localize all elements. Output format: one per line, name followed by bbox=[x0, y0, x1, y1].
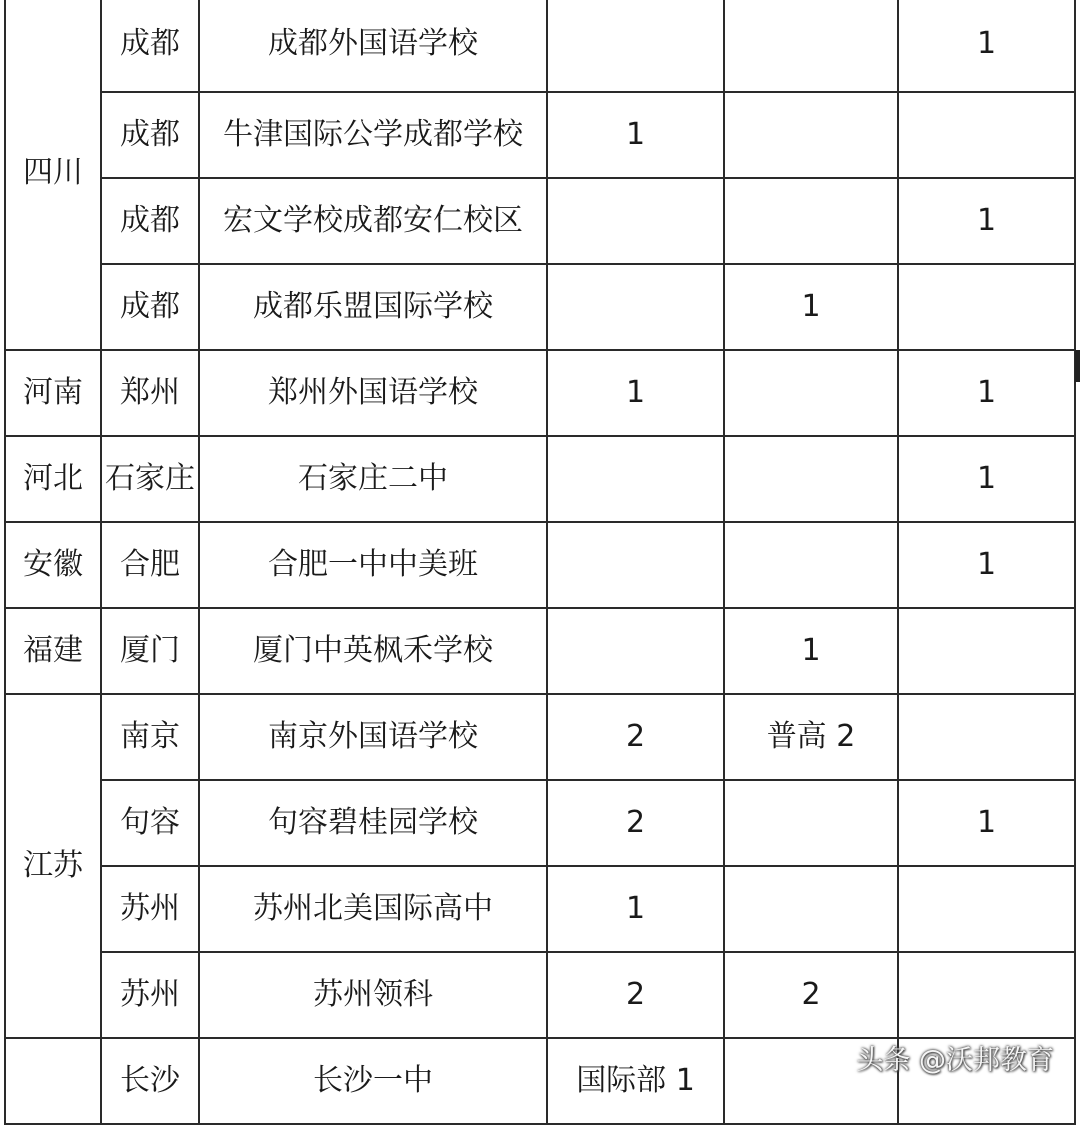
school-cell: 郑州外国语学校 bbox=[199, 350, 547, 436]
province-cell: 安徽 bbox=[5, 522, 101, 608]
count-cell-1 bbox=[547, 178, 724, 264]
city-cell: 成都 bbox=[101, 0, 199, 92]
school-cell: 苏州领科 bbox=[199, 952, 547, 1038]
table-row bbox=[5, 264, 1075, 350]
count-cell-1: 2 bbox=[547, 780, 724, 866]
province-cell: 河北 bbox=[5, 436, 101, 522]
city-cell: 成都 bbox=[101, 92, 199, 178]
count-cell-2 bbox=[724, 436, 898, 522]
count-cell-3 bbox=[898, 92, 1075, 178]
city-cell: 郑州 bbox=[101, 350, 199, 436]
school-cell: 南京外国语学校 bbox=[199, 694, 547, 780]
school-cell: 长沙一中 bbox=[199, 1038, 547, 1124]
count-cell-1 bbox=[547, 0, 724, 92]
school-cell: 石家庄二中 bbox=[199, 436, 547, 522]
count-cell-3 bbox=[898, 952, 1075, 1038]
city-cell: 长沙 bbox=[101, 1038, 199, 1124]
school-cell: 厦门中英枫禾学校 bbox=[199, 608, 547, 694]
city-cell: 句容 bbox=[101, 780, 199, 866]
count-cell-3 bbox=[898, 264, 1075, 350]
count-cell-2 bbox=[724, 350, 898, 436]
province-cell: 福建 bbox=[5, 608, 101, 694]
school-cell: 成都乐盟国际学校 bbox=[199, 264, 547, 350]
count-cell-2: 1 bbox=[724, 608, 898, 694]
count-cell-1 bbox=[547, 436, 724, 522]
count-cell-2: 2 bbox=[724, 952, 898, 1038]
city-cell: 成都 bbox=[101, 178, 199, 264]
count-cell-2 bbox=[724, 780, 898, 866]
count-cell-1: 1 bbox=[547, 350, 724, 436]
school-cell: 苏州北美国际高中 bbox=[199, 866, 547, 952]
school-cell: 宏文学校成都安仁校区 bbox=[199, 178, 547, 264]
school-cell: 句容碧桂园学校 bbox=[199, 780, 547, 866]
count-cell-1: 2 bbox=[547, 694, 724, 780]
count-cell-3 bbox=[898, 866, 1075, 952]
province-cell: 四川 bbox=[5, 0, 101, 350]
city-cell: 合肥 bbox=[101, 522, 199, 608]
count-cell-3: 1 bbox=[898, 522, 1075, 608]
city-cell: 石家庄 bbox=[101, 436, 199, 522]
city-cell: 苏州 bbox=[101, 866, 199, 952]
count-cell-2 bbox=[724, 866, 898, 952]
table-row bbox=[5, 178, 1075, 264]
count-cell-2 bbox=[724, 0, 898, 92]
province-cell: 江苏 bbox=[5, 694, 101, 1038]
school-cell: 成都外国语学校 bbox=[199, 0, 547, 92]
school-cell: 牛津国际公学成都学校 bbox=[199, 92, 547, 178]
table-row bbox=[5, 694, 1075, 780]
count-cell-3: 1 bbox=[898, 178, 1075, 264]
count-cell-2: 1 bbox=[724, 264, 898, 350]
count-cell-2 bbox=[724, 178, 898, 264]
table-row bbox=[5, 0, 1075, 92]
table-row bbox=[5, 522, 1075, 608]
city-cell: 厦门 bbox=[101, 608, 199, 694]
count-cell-3: 1 bbox=[898, 0, 1075, 92]
count-cell-1: 1 bbox=[547, 92, 724, 178]
count-cell-2: 普高 2 bbox=[724, 694, 898, 780]
watermark-text: 头条 @沃邦教育 bbox=[856, 1045, 1054, 1076]
city-cell: 苏州 bbox=[101, 952, 199, 1038]
count-cell-2 bbox=[724, 92, 898, 178]
scroll-indicator[interactable] bbox=[1075, 350, 1080, 382]
count-cell-3 bbox=[898, 608, 1075, 694]
count-cell-2 bbox=[724, 522, 898, 608]
count-cell-1 bbox=[547, 522, 724, 608]
city-cell: 南京 bbox=[101, 694, 199, 780]
province-cell: 河南 bbox=[5, 350, 101, 436]
count-cell-3: 1 bbox=[898, 436, 1075, 522]
table-row bbox=[5, 608, 1075, 694]
table-row bbox=[5, 92, 1075, 178]
school-cell: 合肥一中中美班 bbox=[199, 522, 547, 608]
count-cell-1 bbox=[547, 264, 724, 350]
province-cell bbox=[5, 1038, 101, 1124]
count-cell-3: 1 bbox=[898, 780, 1075, 866]
table-row bbox=[5, 350, 1075, 436]
count-cell-3: 1 bbox=[898, 350, 1075, 436]
table-row bbox=[5, 952, 1075, 1038]
table-row bbox=[5, 866, 1075, 952]
school-table bbox=[4, 0, 1076, 1125]
table-row bbox=[5, 780, 1075, 866]
count-cell-3 bbox=[898, 694, 1075, 780]
count-cell-1: 2 bbox=[547, 952, 724, 1038]
count-cell-1 bbox=[547, 608, 724, 694]
city-cell: 成都 bbox=[101, 264, 199, 350]
count-cell-1: 国际部 1 bbox=[547, 1038, 724, 1124]
table-row bbox=[5, 436, 1075, 522]
count-cell-1: 1 bbox=[547, 866, 724, 952]
